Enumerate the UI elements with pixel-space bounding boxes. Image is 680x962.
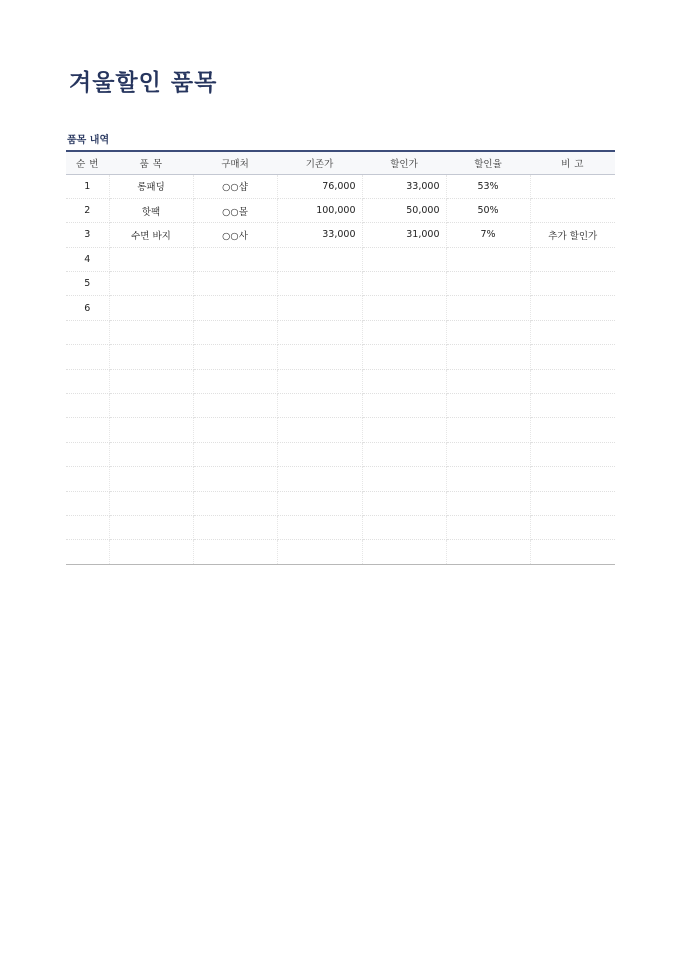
cell-item [109, 442, 193, 466]
column-header-sale-price: 할인가 [362, 151, 446, 174]
cell-sale-price [362, 296, 446, 320]
cell-store [193, 442, 277, 466]
cell-original-price [277, 247, 362, 271]
cell-sale-price [362, 515, 446, 539]
cell-number: 2 [66, 198, 109, 222]
cell-original-price [277, 296, 362, 320]
cell-item: 롱패딩 [109, 174, 193, 198]
cell-number: 5 [66, 272, 109, 296]
cell-sale-price [362, 540, 446, 564]
cell-discount-rate [446, 345, 530, 369]
cell-discount-rate [446, 296, 530, 320]
table-row [66, 491, 615, 515]
cell-discount-rate: 7% [446, 223, 530, 247]
cell-note [530, 442, 615, 466]
table-row [66, 272, 615, 296]
table-row [66, 174, 615, 198]
cell-item [109, 515, 193, 539]
cell-store [193, 491, 277, 515]
cell-note: 추가 할인가 [530, 223, 615, 247]
cell-note [530, 491, 615, 515]
cell-number [66, 515, 109, 539]
table-row [66, 418, 615, 442]
cell-original-price [277, 442, 362, 466]
cell-original-price [277, 418, 362, 442]
cell-discount-rate [446, 394, 530, 418]
column-header-store: 구매처 [193, 151, 277, 174]
cell-sale-price [362, 345, 446, 369]
cell-note [530, 515, 615, 539]
cell-original-price [277, 467, 362, 491]
table-row [66, 540, 615, 564]
cell-note [530, 467, 615, 491]
cell-item [109, 540, 193, 564]
cell-sale-price [362, 491, 446, 515]
cell-note [530, 418, 615, 442]
cell-store: ○○몰 [193, 198, 277, 222]
cell-sale-price: 31,000 [362, 223, 446, 247]
table-header-row [66, 151, 615, 174]
cell-note [530, 198, 615, 222]
cell-item [109, 418, 193, 442]
table-row [66, 442, 615, 466]
cell-discount-rate [446, 320, 530, 344]
cell-number: 3 [66, 223, 109, 247]
cell-note [530, 247, 615, 271]
cell-number [66, 442, 109, 466]
cell-original-price [277, 540, 362, 564]
cell-store [193, 418, 277, 442]
cell-note [530, 540, 615, 564]
column-header-number: 순 번 [66, 151, 109, 174]
cell-sale-price: 33,000 [362, 174, 446, 198]
cell-discount-rate [446, 442, 530, 466]
cell-store [193, 320, 277, 344]
column-header-item: 품 목 [109, 151, 193, 174]
cell-original-price [277, 369, 362, 393]
table-row [66, 320, 615, 344]
cell-discount-rate [446, 247, 530, 271]
cell-original-price: 76,000 [277, 174, 362, 198]
cell-item: 수면 바지 [109, 223, 193, 247]
cell-note [530, 394, 615, 418]
cell-store [193, 369, 277, 393]
cell-number [66, 320, 109, 344]
cell-sale-price [362, 369, 446, 393]
cell-original-price [277, 272, 362, 296]
cell-item [109, 296, 193, 320]
cell-item [109, 467, 193, 491]
cell-discount-rate [446, 467, 530, 491]
cell-note [530, 345, 615, 369]
cell-store [193, 394, 277, 418]
cell-item: 핫팩 [109, 198, 193, 222]
cell-original-price [277, 515, 362, 539]
cell-item [109, 320, 193, 344]
cell-item [109, 247, 193, 271]
cell-original-price [277, 394, 362, 418]
cell-item [109, 272, 193, 296]
cell-item [109, 491, 193, 515]
cell-discount-rate: 50% [446, 198, 530, 222]
cell-discount-rate [446, 491, 530, 515]
cell-sale-price [362, 247, 446, 271]
table-row [66, 223, 615, 247]
cell-discount-rate [446, 369, 530, 393]
cell-discount-rate [446, 515, 530, 539]
cell-item [109, 394, 193, 418]
cell-sale-price: 50,000 [362, 198, 446, 222]
cell-store [193, 272, 277, 296]
column-header-discount-rate: 할인율 [446, 151, 530, 174]
cell-note [530, 369, 615, 393]
cell-number [66, 418, 109, 442]
cell-original-price [277, 491, 362, 515]
items-table [66, 150, 615, 565]
cell-store [193, 345, 277, 369]
cell-number [66, 369, 109, 393]
cell-original-price: 100,000 [277, 198, 362, 222]
cell-number [66, 394, 109, 418]
cell-note [530, 320, 615, 344]
cell-sale-price [362, 272, 446, 296]
cell-sale-price [362, 418, 446, 442]
cell-note [530, 174, 615, 198]
table-row [66, 394, 615, 418]
table-row [66, 515, 615, 539]
cell-discount-rate [446, 540, 530, 564]
cell-store [193, 296, 277, 320]
cell-sale-price [362, 394, 446, 418]
cell-number: 4 [66, 247, 109, 271]
cell-store: ○○사 [193, 223, 277, 247]
table-row [66, 467, 615, 491]
cell-discount-rate [446, 272, 530, 296]
cell-note [530, 272, 615, 296]
cell-number: 1 [66, 174, 109, 198]
cell-number [66, 491, 109, 515]
cell-store [193, 540, 277, 564]
cell-sale-price [362, 467, 446, 491]
cell-store [193, 515, 277, 539]
cell-store: ○○샵 [193, 174, 277, 198]
page-title: 겨울할인 품목 [69, 70, 218, 96]
table-row [66, 247, 615, 271]
table-body [66, 174, 615, 564]
cell-sale-price [362, 320, 446, 344]
cell-original-price [277, 345, 362, 369]
cell-number [66, 467, 109, 491]
cell-store [193, 247, 277, 271]
column-header-note: 비 고 [530, 151, 615, 174]
cell-number [66, 540, 109, 564]
cell-item [109, 345, 193, 369]
cell-original-price: 33,000 [277, 223, 362, 247]
cell-item [109, 369, 193, 393]
cell-original-price [277, 320, 362, 344]
column-header-original-price: 기존가 [277, 151, 362, 174]
cell-sale-price [362, 442, 446, 466]
table-row [66, 345, 615, 369]
cell-number: 6 [66, 296, 109, 320]
table-row [66, 369, 615, 393]
cell-note [530, 296, 615, 320]
cell-store [193, 467, 277, 491]
table-row [66, 296, 615, 320]
section-label: 품목 내역 [67, 135, 110, 146]
table-row [66, 198, 615, 222]
cell-number [66, 345, 109, 369]
cell-discount-rate [446, 418, 530, 442]
cell-discount-rate: 53% [446, 174, 530, 198]
